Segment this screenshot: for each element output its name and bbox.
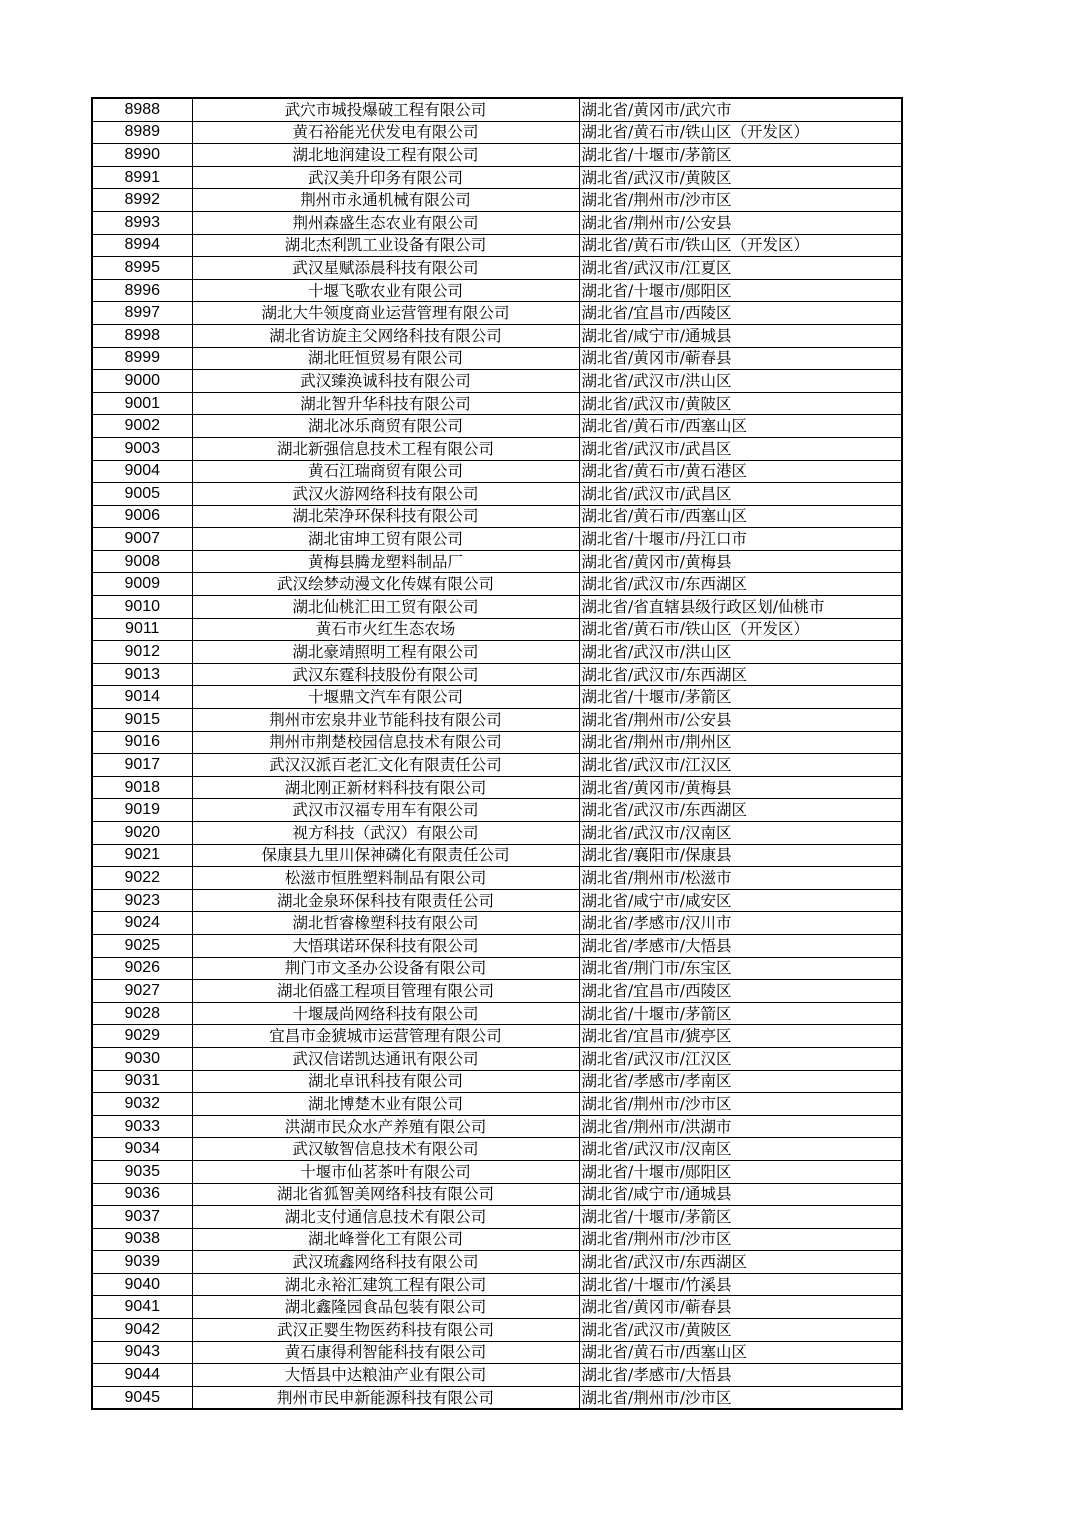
table-row — [92, 505, 902, 528]
table-row — [92, 867, 902, 890]
table-row — [92, 889, 902, 912]
region-path: 湖北省/武汉市/黄陂区 — [579, 1319, 902, 1342]
table-row — [92, 1138, 902, 1161]
row-number: 9019 — [92, 799, 192, 822]
table-row — [92, 1160, 902, 1183]
row-number: 9008 — [92, 550, 192, 573]
table-row — [92, 528, 902, 551]
region-path: 湖北省/黄石市/铁山区（开发区） — [579, 121, 902, 144]
region-path: 湖北省/武汉市/东西湖区 — [579, 799, 902, 822]
company-name: 武汉火游网络科技有限公司 — [192, 483, 579, 506]
company-name: 保康县九里川保神磷化有限责任公司 — [192, 844, 579, 867]
row-number: 9004 — [92, 460, 192, 483]
company-name: 湖北博楚木业有限公司 — [192, 1093, 579, 1116]
region-path: 湖北省/十堰市/茅箭区 — [579, 686, 902, 709]
row-number: 8991 — [92, 166, 192, 189]
region-path: 湖北省/武汉市/汉南区 — [579, 822, 902, 845]
table-row — [92, 324, 902, 347]
company-name: 湖北智升华科技有限公司 — [192, 392, 579, 415]
company-name: 武汉美升印务有限公司 — [192, 166, 579, 189]
region-path: 湖北省/荆州市/沙市区 — [579, 1093, 902, 1116]
region-path: 湖北省/咸宁市/通城县 — [579, 324, 902, 347]
company-name: 武汉信诺凯达通讯有限公司 — [192, 1047, 579, 1070]
company-name: 荆州市宏泉井业节能科技有限公司 — [192, 709, 579, 732]
region-path: 湖北省/荆州市/沙市区 — [579, 1386, 902, 1409]
table-row — [92, 776, 902, 799]
row-number: 9014 — [92, 686, 192, 709]
company-name: 湖北省狐智美网络科技有限公司 — [192, 1183, 579, 1206]
company-name: 黄石裕能光伏发电有限公司 — [192, 121, 579, 144]
row-number: 9012 — [92, 641, 192, 664]
table-row — [92, 1047, 902, 1070]
company-name: 湖北峰誉化工有限公司 — [192, 1228, 579, 1251]
row-number: 9042 — [92, 1319, 192, 1342]
region-path: 湖北省/黄石市/西塞山区 — [579, 505, 902, 528]
region-path: 湖北省/十堰市/丹江口市 — [579, 528, 902, 551]
company-name: 十堰飞歌农业有限公司 — [192, 279, 579, 302]
row-number: 9013 — [92, 663, 192, 686]
row-number: 9003 — [92, 437, 192, 460]
row-number: 9010 — [92, 596, 192, 619]
region-path: 湖北省/孝感市/大悟县 — [579, 1364, 902, 1387]
region-path: 湖北省/荆州市/洪湖市 — [579, 1115, 902, 1138]
region-path: 湖北省/武汉市/江汉区 — [579, 1047, 902, 1070]
company-name: 视方科技（武汉）有限公司 — [192, 822, 579, 845]
region-path: 湖北省/武汉市/黄陂区 — [579, 392, 902, 415]
table-row — [92, 799, 902, 822]
company-name: 湖北佰盛工程项目管理有限公司 — [192, 980, 579, 1003]
row-number: 9016 — [92, 731, 192, 754]
region-path: 湖北省/武汉市/江汉区 — [579, 754, 902, 777]
row-number: 9043 — [92, 1341, 192, 1364]
table-row — [92, 663, 902, 686]
table-row — [92, 1251, 902, 1274]
region-path: 湖北省/武汉市/武昌区 — [579, 437, 902, 460]
company-name: 湖北永裕汇建筑工程有限公司 — [192, 1273, 579, 1296]
region-path: 湖北省/武汉市/东西湖区 — [579, 663, 902, 686]
region-path: 湖北省/武汉市/江夏区 — [579, 257, 902, 280]
row-number: 8992 — [92, 189, 192, 212]
table-row — [92, 144, 902, 167]
region-path: 湖北省/荆门市/东宝区 — [579, 957, 902, 980]
region-path: 湖北省/宜昌市/猇亭区 — [579, 1025, 902, 1048]
region-path: 湖北省/荆州市/公安县 — [579, 211, 902, 234]
company-name: 武汉正婴生物医药科技有限公司 — [192, 1319, 579, 1342]
region-path: 湖北省/黄冈市/黄梅县 — [579, 550, 902, 573]
row-number: 9011 — [92, 618, 192, 641]
row-number: 9001 — [92, 392, 192, 415]
row-number: 9041 — [92, 1296, 192, 1319]
row-number: 9028 — [92, 1002, 192, 1025]
row-number: 8990 — [92, 144, 192, 167]
region-path: 湖北省/荆州市/沙市区 — [579, 1228, 902, 1251]
region-path: 湖北省/十堰市/竹溪县 — [579, 1273, 902, 1296]
row-number: 9027 — [92, 980, 192, 1003]
company-name: 湖北金泉环保科技有限责任公司 — [192, 889, 579, 912]
company-name: 湖北荣净环保科技有限公司 — [192, 505, 579, 528]
table-row — [92, 234, 902, 257]
region-path: 湖北省/宜昌市/西陵区 — [579, 980, 902, 1003]
table-row — [92, 1273, 902, 1296]
region-path: 湖北省/黄冈市/武穴市 — [579, 98, 902, 121]
row-number: 9038 — [92, 1228, 192, 1251]
region-path: 湖北省/荆州市/沙市区 — [579, 189, 902, 212]
table-row — [92, 1002, 902, 1025]
company-name: 武汉汉派百老汇文化有限责任公司 — [192, 754, 579, 777]
region-path: 湖北省/武汉市/洪山区 — [579, 370, 902, 393]
row-number: 9039 — [92, 1251, 192, 1274]
table-row — [92, 1386, 902, 1409]
region-path: 湖北省/十堰市/茅箭区 — [579, 144, 902, 167]
table-row — [92, 912, 902, 935]
row-number: 9020 — [92, 822, 192, 845]
table-row — [92, 641, 902, 664]
row-number: 9000 — [92, 370, 192, 393]
table-row — [92, 392, 902, 415]
region-path: 湖北省/武汉市/洪山区 — [579, 641, 902, 664]
row-number: 9036 — [92, 1183, 192, 1206]
table-row — [92, 1364, 902, 1387]
region-path: 湖北省/黄石市/铁山区（开发区） — [579, 618, 902, 641]
row-number: 8994 — [92, 234, 192, 257]
row-number: 9006 — [92, 505, 192, 528]
region-path: 湖北省/十堰市/茅箭区 — [579, 1002, 902, 1025]
table-row — [92, 957, 902, 980]
row-number: 9005 — [92, 483, 192, 506]
table-row — [92, 844, 902, 867]
row-number: 9026 — [92, 957, 192, 980]
region-path: 湖北省/咸宁市/咸安区 — [579, 889, 902, 912]
table-row — [92, 1206, 902, 1229]
region-path: 湖北省/十堰市/郧阳区 — [579, 1160, 902, 1183]
row-number: 8988 — [92, 98, 192, 121]
region-path: 湖北省/孝感市/大悟县 — [579, 934, 902, 957]
company-name: 湖北旺恒贸易有限公司 — [192, 347, 579, 370]
row-number: 9031 — [92, 1070, 192, 1093]
table-row — [92, 980, 902, 1003]
company-name: 黄石康得利智能科技有限公司 — [192, 1341, 579, 1364]
company-name: 洪湖市民众水产养殖有限公司 — [192, 1115, 579, 1138]
company-name: 荆州市民申新能源科技有限公司 — [192, 1386, 579, 1409]
table-row — [92, 1228, 902, 1251]
company-name: 武汉绘梦动漫文化传媒有限公司 — [192, 573, 579, 596]
row-number: 9015 — [92, 709, 192, 732]
company-name: 大悟琪诺环保科技有限公司 — [192, 934, 579, 957]
table-row — [92, 370, 902, 393]
company-name: 湖北鑫隆园食品包装有限公司 — [192, 1296, 579, 1319]
table-row — [92, 573, 902, 596]
region-path: 湖北省/十堰市/茅箭区 — [579, 1206, 902, 1229]
row-number: 8997 — [92, 302, 192, 325]
company-name: 湖北卓讯科技有限公司 — [192, 1070, 579, 1093]
region-path: 湖北省/黄冈市/蕲春县 — [579, 1296, 902, 1319]
table-row — [92, 189, 902, 212]
row-number: 9025 — [92, 934, 192, 957]
region-path: 湖北省/黄冈市/蕲春县 — [579, 347, 902, 370]
region-path: 湖北省/荆州市/松滋市 — [579, 867, 902, 890]
row-number: 9023 — [92, 889, 192, 912]
row-number: 8996 — [92, 279, 192, 302]
company-name: 湖北杰利凯工业设备有限公司 — [192, 234, 579, 257]
region-path: 湖北省/襄阳市/保康县 — [579, 844, 902, 867]
region-path: 湖北省/武汉市/汉南区 — [579, 1138, 902, 1161]
row-number: 9037 — [92, 1206, 192, 1229]
table-row — [92, 121, 902, 144]
company-name: 武汉臻涣诚科技有限公司 — [192, 370, 579, 393]
region-path: 湖北省/省直辖县级行政区划/仙桃市 — [579, 596, 902, 619]
table-row — [92, 618, 902, 641]
company-name: 湖北冰乐商贸有限公司 — [192, 415, 579, 438]
company-name: 十堰晟尚网络科技有限公司 — [192, 1002, 579, 1025]
row-number: 9007 — [92, 528, 192, 551]
table-row — [92, 754, 902, 777]
company-name: 湖北地润建设工程有限公司 — [192, 144, 579, 167]
table-row — [92, 731, 902, 754]
company-name: 松滋市恒胜塑料制品有限公司 — [192, 867, 579, 890]
company-name: 武汉星赋添晨科技有限公司 — [192, 257, 579, 280]
company-name: 湖北刚正新材料科技有限公司 — [192, 776, 579, 799]
table-row — [92, 709, 902, 732]
company-name: 十堰市仙茗茶叶有限公司 — [192, 1160, 579, 1183]
table-row — [92, 934, 902, 957]
row-number: 8998 — [92, 324, 192, 347]
row-number: 9034 — [92, 1138, 192, 1161]
table-row — [92, 1319, 902, 1342]
row-number: 9002 — [92, 415, 192, 438]
table-row — [92, 302, 902, 325]
row-number: 8995 — [92, 257, 192, 280]
company-name: 湖北豪靖照明工程有限公司 — [192, 641, 579, 664]
row-number: 8993 — [92, 211, 192, 234]
company-name: 大悟县中达粮油产业有限公司 — [192, 1364, 579, 1387]
region-path: 湖北省/荆州市/荆州区 — [579, 731, 902, 754]
company-name: 湖北支付通信息技术有限公司 — [192, 1206, 579, 1229]
table-row — [92, 1183, 902, 1206]
table-row — [92, 483, 902, 506]
company-name: 黄石江瑞商贸有限公司 — [192, 460, 579, 483]
row-number: 9033 — [92, 1115, 192, 1138]
table-row — [92, 211, 902, 234]
region-path: 湖北省/荆州市/公安县 — [579, 709, 902, 732]
region-path: 湖北省/孝感市/汉川市 — [579, 912, 902, 935]
table-row — [92, 822, 902, 845]
row-number: 9030 — [92, 1047, 192, 1070]
company-name: 黄石市火红生态农场 — [192, 618, 579, 641]
row-number: 9022 — [92, 867, 192, 890]
company-name: 武汉东霆科技股份有限公司 — [192, 663, 579, 686]
table-row — [92, 415, 902, 438]
company-name: 荆州市荆楚校园信息技术有限公司 — [192, 731, 579, 754]
table-row — [92, 98, 902, 121]
row-number: 9032 — [92, 1093, 192, 1116]
table-row — [92, 1025, 902, 1048]
row-number: 9045 — [92, 1386, 192, 1409]
company-name: 荆州森盛生态农业有限公司 — [192, 211, 579, 234]
region-path: 湖北省/武汉市/东西湖区 — [579, 573, 902, 596]
region-path: 湖北省/黄冈市/黄梅县 — [579, 776, 902, 799]
region-path: 湖北省/黄石市/西塞山区 — [579, 1341, 902, 1364]
table-row — [92, 1341, 902, 1364]
region-path: 湖北省/宜昌市/西陵区 — [579, 302, 902, 325]
row-number: 9018 — [92, 776, 192, 799]
region-path: 湖北省/武汉市/黄陂区 — [579, 166, 902, 189]
company-name: 武穴市城投爆破工程有限公司 — [192, 98, 579, 121]
company-name: 武汉琉鑫网络科技有限公司 — [192, 1251, 579, 1274]
company-name: 湖北省访旋主父网络科技有限公司 — [192, 324, 579, 347]
company-name: 武汉敏智信息技术有限公司 — [192, 1138, 579, 1161]
company-table — [91, 97, 903, 1410]
row-number: 9021 — [92, 844, 192, 867]
region-path: 湖北省/黄石市/铁山区（开发区） — [579, 234, 902, 257]
company-name: 十堰鼎文汽车有限公司 — [192, 686, 579, 709]
region-path: 湖北省/武汉市/东西湖区 — [579, 1251, 902, 1274]
row-number: 9009 — [92, 573, 192, 596]
region-path: 湖北省/咸宁市/通城县 — [579, 1183, 902, 1206]
table-body — [92, 98, 902, 1409]
company-name: 黄梅县腾龙塑料制品厂 — [192, 550, 579, 573]
table-row — [92, 437, 902, 460]
company-name: 湖北大牛领度商业运营管理有限公司 — [192, 302, 579, 325]
company-name: 湖北仙桃汇田工贸有限公司 — [192, 596, 579, 619]
row-number: 9029 — [92, 1025, 192, 1048]
table-row — [92, 596, 902, 619]
row-number: 9024 — [92, 912, 192, 935]
table-row — [92, 1070, 902, 1093]
company-name: 荆门市文圣办公设备有限公司 — [192, 957, 579, 980]
table-row — [92, 166, 902, 189]
region-path: 湖北省/武汉市/武昌区 — [579, 483, 902, 506]
table-row — [92, 347, 902, 370]
company-name: 湖北哲睿橡塑科技有限公司 — [192, 912, 579, 935]
region-path: 湖北省/黄石市/黄石港区 — [579, 460, 902, 483]
table-row — [92, 460, 902, 483]
table-row — [92, 1093, 902, 1116]
row-number: 9044 — [92, 1364, 192, 1387]
row-number: 8999 — [92, 347, 192, 370]
table-row — [92, 550, 902, 573]
table-row — [92, 279, 902, 302]
row-number: 9017 — [92, 754, 192, 777]
row-number: 8989 — [92, 121, 192, 144]
row-number: 9035 — [92, 1160, 192, 1183]
table-row — [92, 257, 902, 280]
company-name: 湖北宙坤工贸有限公司 — [192, 528, 579, 551]
table-row — [92, 686, 902, 709]
region-path: 湖北省/十堰市/郧阳区 — [579, 279, 902, 302]
company-name: 荆州市永通机械有限公司 — [192, 189, 579, 212]
region-path: 湖北省/黄石市/西塞山区 — [579, 415, 902, 438]
row-number: 9040 — [92, 1273, 192, 1296]
company-name: 宜昌市金猇城市运营管理有限公司 — [192, 1025, 579, 1048]
table-row — [92, 1115, 902, 1138]
company-name: 武汉市汉福专用车有限公司 — [192, 799, 579, 822]
table-row — [92, 1296, 902, 1319]
company-name: 湖北新强信息技术工程有限公司 — [192, 437, 579, 460]
region-path: 湖北省/孝感市/孝南区 — [579, 1070, 902, 1093]
